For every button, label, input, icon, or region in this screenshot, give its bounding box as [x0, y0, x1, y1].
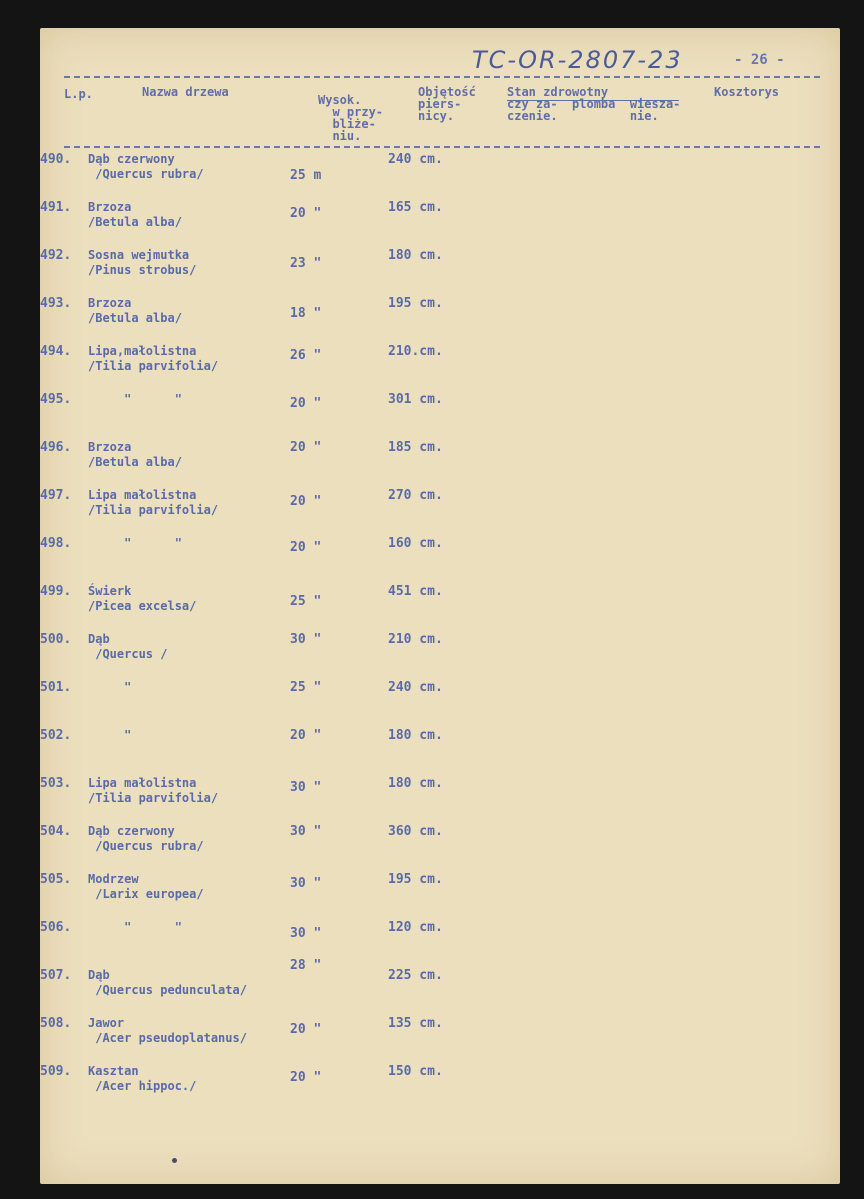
trunk-girth: 180 cm. [388, 728, 443, 743]
row-number: 506. [40, 920, 72, 935]
trunk-girth: 195 cm. [388, 296, 443, 311]
row-number: 499. [40, 584, 72, 599]
tree-name: Brzoza /Betula alba/ [88, 296, 182, 325]
tree-name: Dąb czerwony /Quercus rubra/ [88, 152, 204, 181]
tree-height: 20 " [290, 1022, 322, 1037]
tree-height: 20 " [290, 728, 322, 743]
tree-height: 23 " [290, 256, 322, 271]
trunk-girth: 195 cm. [388, 872, 443, 887]
header-bottom-rule [64, 146, 820, 148]
header-health-underline [507, 100, 679, 101]
header-girth: Objętość piers- nicy. [418, 85, 476, 123]
tree-height: 26 " [290, 348, 322, 363]
trunk-girth: 240 cm. [388, 680, 443, 695]
row-number: 507. [40, 968, 72, 983]
tree-height: 30 " [290, 926, 322, 941]
row-number: 500. [40, 632, 72, 647]
tree-name: Lipa,małolistna /Tilia parvifolia/ [88, 344, 219, 373]
row-number: 490. [40, 152, 72, 167]
row-number: 498. [40, 536, 72, 551]
tree-name: Sosna wejmutka /Pinus strobus/ [88, 248, 197, 277]
row-number: 508. [40, 1016, 72, 1031]
row-number: 493. [40, 296, 72, 311]
page-number: - 26 - [734, 52, 785, 68]
row-number: 502. [40, 728, 72, 743]
tree-height: 20 " [290, 206, 322, 221]
tree-name: " " [88, 392, 182, 406]
row-number: 504. [40, 824, 72, 839]
trunk-girth: 180 cm. [388, 248, 443, 263]
row-number: 501. [40, 680, 72, 695]
header-height: Wysok. w przy- bliże- niu. [318, 93, 384, 143]
trunk-girth: 135 cm. [388, 1016, 443, 1031]
tree-height: 30 " [290, 876, 322, 891]
tree-name: Modrzew /Larix europea/ [88, 872, 204, 901]
trunk-girth: 301 cm. [388, 392, 443, 407]
trunk-girth: 225 cm. [388, 968, 443, 983]
row-number: 492. [40, 248, 72, 263]
row-number: 494. [40, 344, 72, 359]
trunk-girth: 270 cm. [388, 488, 443, 503]
tree-name: Lipa małolistna /Tilia parvifolia/ [88, 488, 219, 517]
tree-height: 18 " [290, 306, 322, 321]
tree-name: Dąb /Quercus / [88, 632, 168, 661]
trunk-girth: 210.cm. [388, 344, 443, 359]
header-top-rule [64, 76, 820, 78]
row-number: 491. [40, 200, 72, 215]
row-number: 505. [40, 872, 72, 887]
tree-name: Dąb /Quercus pedunculata/ [88, 968, 247, 997]
tree-height: 30 " [290, 632, 322, 647]
trunk-girth: 185 cm. [388, 440, 443, 455]
trunk-girth: 240 cm. [388, 152, 443, 167]
trunk-girth: 120 cm. [388, 920, 443, 935]
header-cost: Kosztorys [714, 85, 780, 99]
row-number: 495. [40, 392, 72, 407]
tree-height: 25 " [290, 680, 322, 695]
tree-name: " [88, 728, 132, 742]
trunk-girth: 160 cm. [388, 536, 443, 551]
tree-height: 30 " [290, 824, 322, 839]
tree-name: Brzoza /Betula alba/ [88, 200, 182, 229]
tree-height: 30 " [290, 780, 322, 795]
tree-height: 20 " [290, 1070, 322, 1085]
tree-name: Kasztan /Acer hippoc./ [88, 1064, 197, 1093]
trunk-girth: 150 cm. [388, 1064, 443, 1079]
tree-name: Jawor /Acer pseudoplatanus/ [88, 1016, 247, 1045]
tree-name: " " [88, 536, 182, 550]
trunk-girth: 451 cm. [388, 584, 443, 599]
tree-height: 20 " [290, 396, 322, 411]
trunk-girth: 360 cm. [388, 824, 443, 839]
trunk-girth: 210 cm. [388, 632, 443, 647]
trunk-girth: 180 cm. [388, 776, 443, 791]
trunk-girth: 165 cm. [388, 200, 443, 215]
tree-name: Lipa małolistna /Tilia parvifolia/ [88, 776, 219, 805]
tree-name: Brzoza /Betula alba/ [88, 440, 182, 469]
tree-name: " " [88, 920, 182, 934]
tree-height: 25 " [290, 594, 322, 609]
header-lp: L.p. [64, 87, 93, 101]
handwritten-reference: TC-OR-2807-23 [472, 46, 683, 74]
tree-height: 25 m [290, 168, 322, 183]
tree-height: 20 " [290, 540, 322, 555]
tree-name: " [88, 680, 132, 694]
punch-dot [172, 1158, 177, 1163]
header-name: Nazwa drzewa [142, 85, 229, 99]
table-row [0, 1064, 800, 1124]
header-health: Stan zdrowotny czy za- plomba wiesza- czenie. nie. [507, 85, 681, 123]
row-number: 503. [40, 776, 72, 791]
tree-name: Świerk /Picea excelsa/ [88, 584, 197, 613]
tree-height: 20 " [290, 440, 322, 455]
tree-height: 20 " [290, 494, 322, 509]
tree-name: Dąb czerwony /Quercus rubra/ [88, 824, 204, 853]
row-number: 497. [40, 488, 72, 503]
tree-height: 28 " [290, 958, 322, 973]
row-number: 509. [40, 1064, 72, 1079]
row-number: 496. [40, 440, 72, 455]
